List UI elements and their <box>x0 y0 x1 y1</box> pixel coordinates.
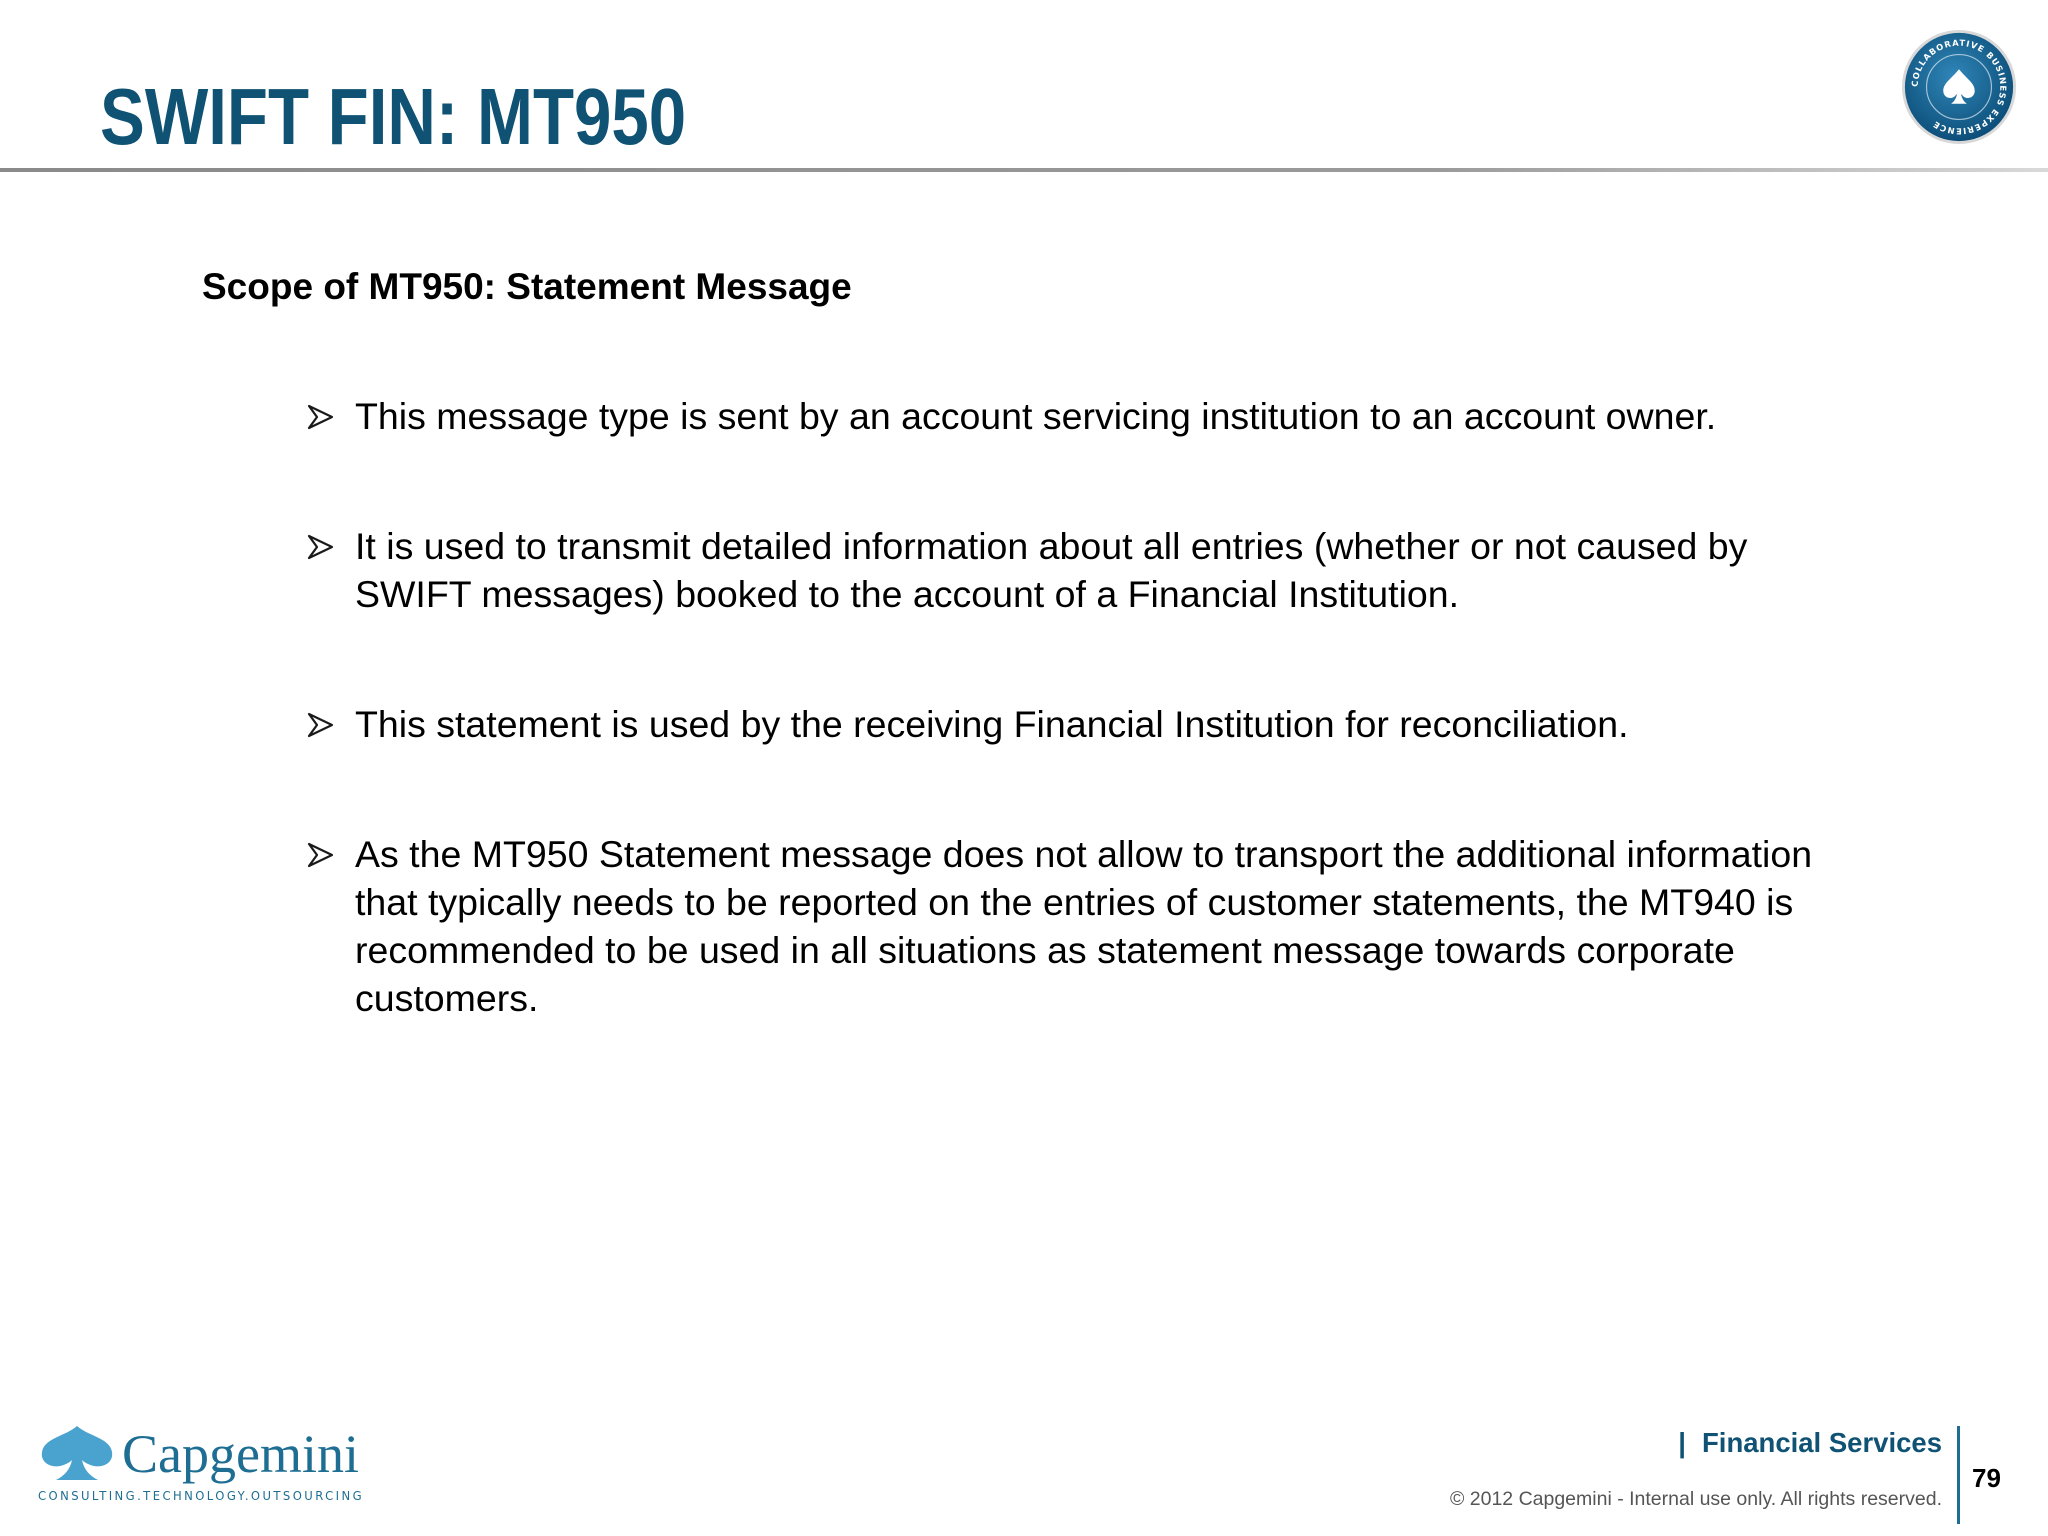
footer-division-separator: | <box>1678 1427 1686 1458</box>
footer-divider <box>1957 1426 1960 1524</box>
footer-division <box>1678 1426 1942 1460</box>
title-divider <box>0 168 2048 172</box>
bullet-text: As the MT950 Statement message does not allow to transport the additional information that typically needs to be reported on the entries of customer statements, the MT940 is recommended to be used in all situations as statement message towards corporate customers. <box>355 833 1813 1019</box>
logo-wordmark: Capgemini <box>122 1424 359 1484</box>
slide-title: SWIFT FIN: MT950 <box>100 72 687 161</box>
footer-copyright: © 2012 Capgemini - Internal use only. All rights reserved. <box>1449 1488 1942 1510</box>
page-number: 79 <box>1972 1463 2001 1493</box>
seal-ring-text: COLLABORATIVE BUSINESS EXPERIENCE <box>1909 37 2009 137</box>
arrowhead-bullet-icon <box>306 534 334 560</box>
list-item <box>306 522 1826 618</box>
bullet-text: It is used to transmit detailed information about all entries (whether or not caused by SWIFT messages) booked to the account of a Financial Institution. <box>355 525 1748 615</box>
section-heading: Scope of MT950: Statement Message <box>202 266 852 307</box>
arrowhead-bullet-icon <box>306 842 334 868</box>
collaborative-business-experience-seal <box>1900 28 2018 146</box>
list-item <box>306 830 1826 1022</box>
list-item <box>306 700 1826 748</box>
footer-division-label: Financial Services <box>1702 1427 1942 1458</box>
arrowhead-bullet-icon <box>306 404 334 430</box>
logo-tagline: CONSULTING.TECHNOLOGY.OUTSOURCING <box>38 1489 364 1503</box>
bullet-text: This statement is used by the receiving Financial Institution for reconciliation. <box>355 703 1629 745</box>
capgemini-logo <box>36 1418 366 1504</box>
bullet-text: This message type is sent by an account servicing institution to an account owner. <box>355 395 1717 437</box>
arrowhead-bullet-icon <box>306 712 334 738</box>
bullet-list <box>306 392 1826 1104</box>
spade-icon <box>42 1426 112 1480</box>
list-item <box>306 392 1826 440</box>
